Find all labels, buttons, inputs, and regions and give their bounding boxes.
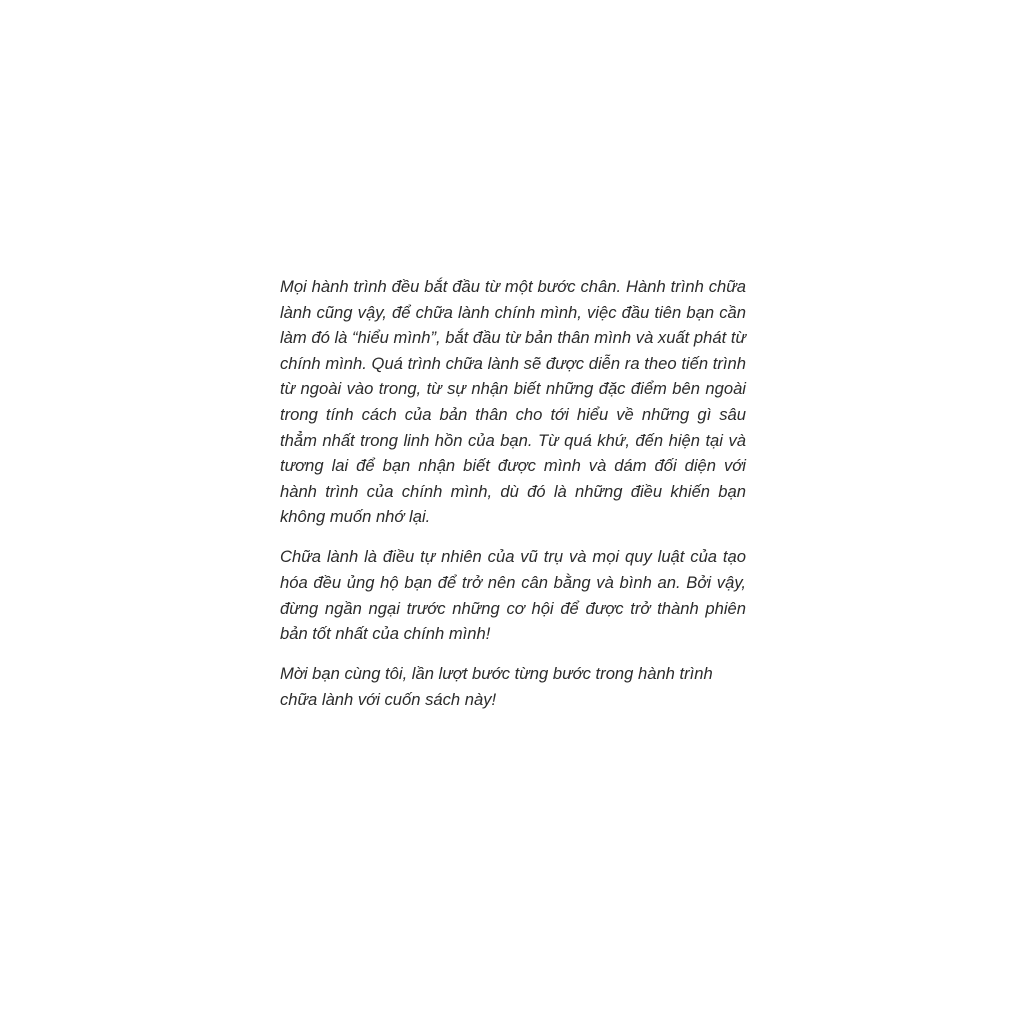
paragraph-healing: Chữa lành là điều tự nhiên của vũ trụ và mọi quy luật của tạo hóa đều ủng hộ bạn để trở nên cân bằng và bình an. Bởi vậy, đừng ngần ngại trước những cơ hội để được trở thành phiên bản tốt nhất của chính mình! xyxy=(280,547,746,644)
paragraph-invitation: Mời bạn cùng tôi, lần lượt bước từng bước trong hành trình chữa lành với cuốn sách này! xyxy=(280,664,713,709)
body-text xyxy=(280,274,746,727)
paragraph-intro: Mọi hành trình đều bắt đầu từ một bước chân. Hành trình chữa lành cũng vậy, để chữa lành chính mình, việc đầu tiên bạn cần làm đó là “hiểu mình”, bắt đầu từ bản thân mình và xuất phát từ chính mình. Quá trình chữa lành sẽ được diễn ra theo tiến trình từ ngoài vào trong, từ sự nhận biết những đặc điểm bên ngoài trong tính cách của bản thân cho tới hiểu về những gì sâu thẳm nhất trong linh hồn của bạn. Từ quá khứ, đến hiện tại và tương lai để bạn nhận biết được mình và dám đối diện với hành trình của chính mình, dù đó là những điều khiến bạn không muốn nhớ lại. xyxy=(280,277,746,527)
